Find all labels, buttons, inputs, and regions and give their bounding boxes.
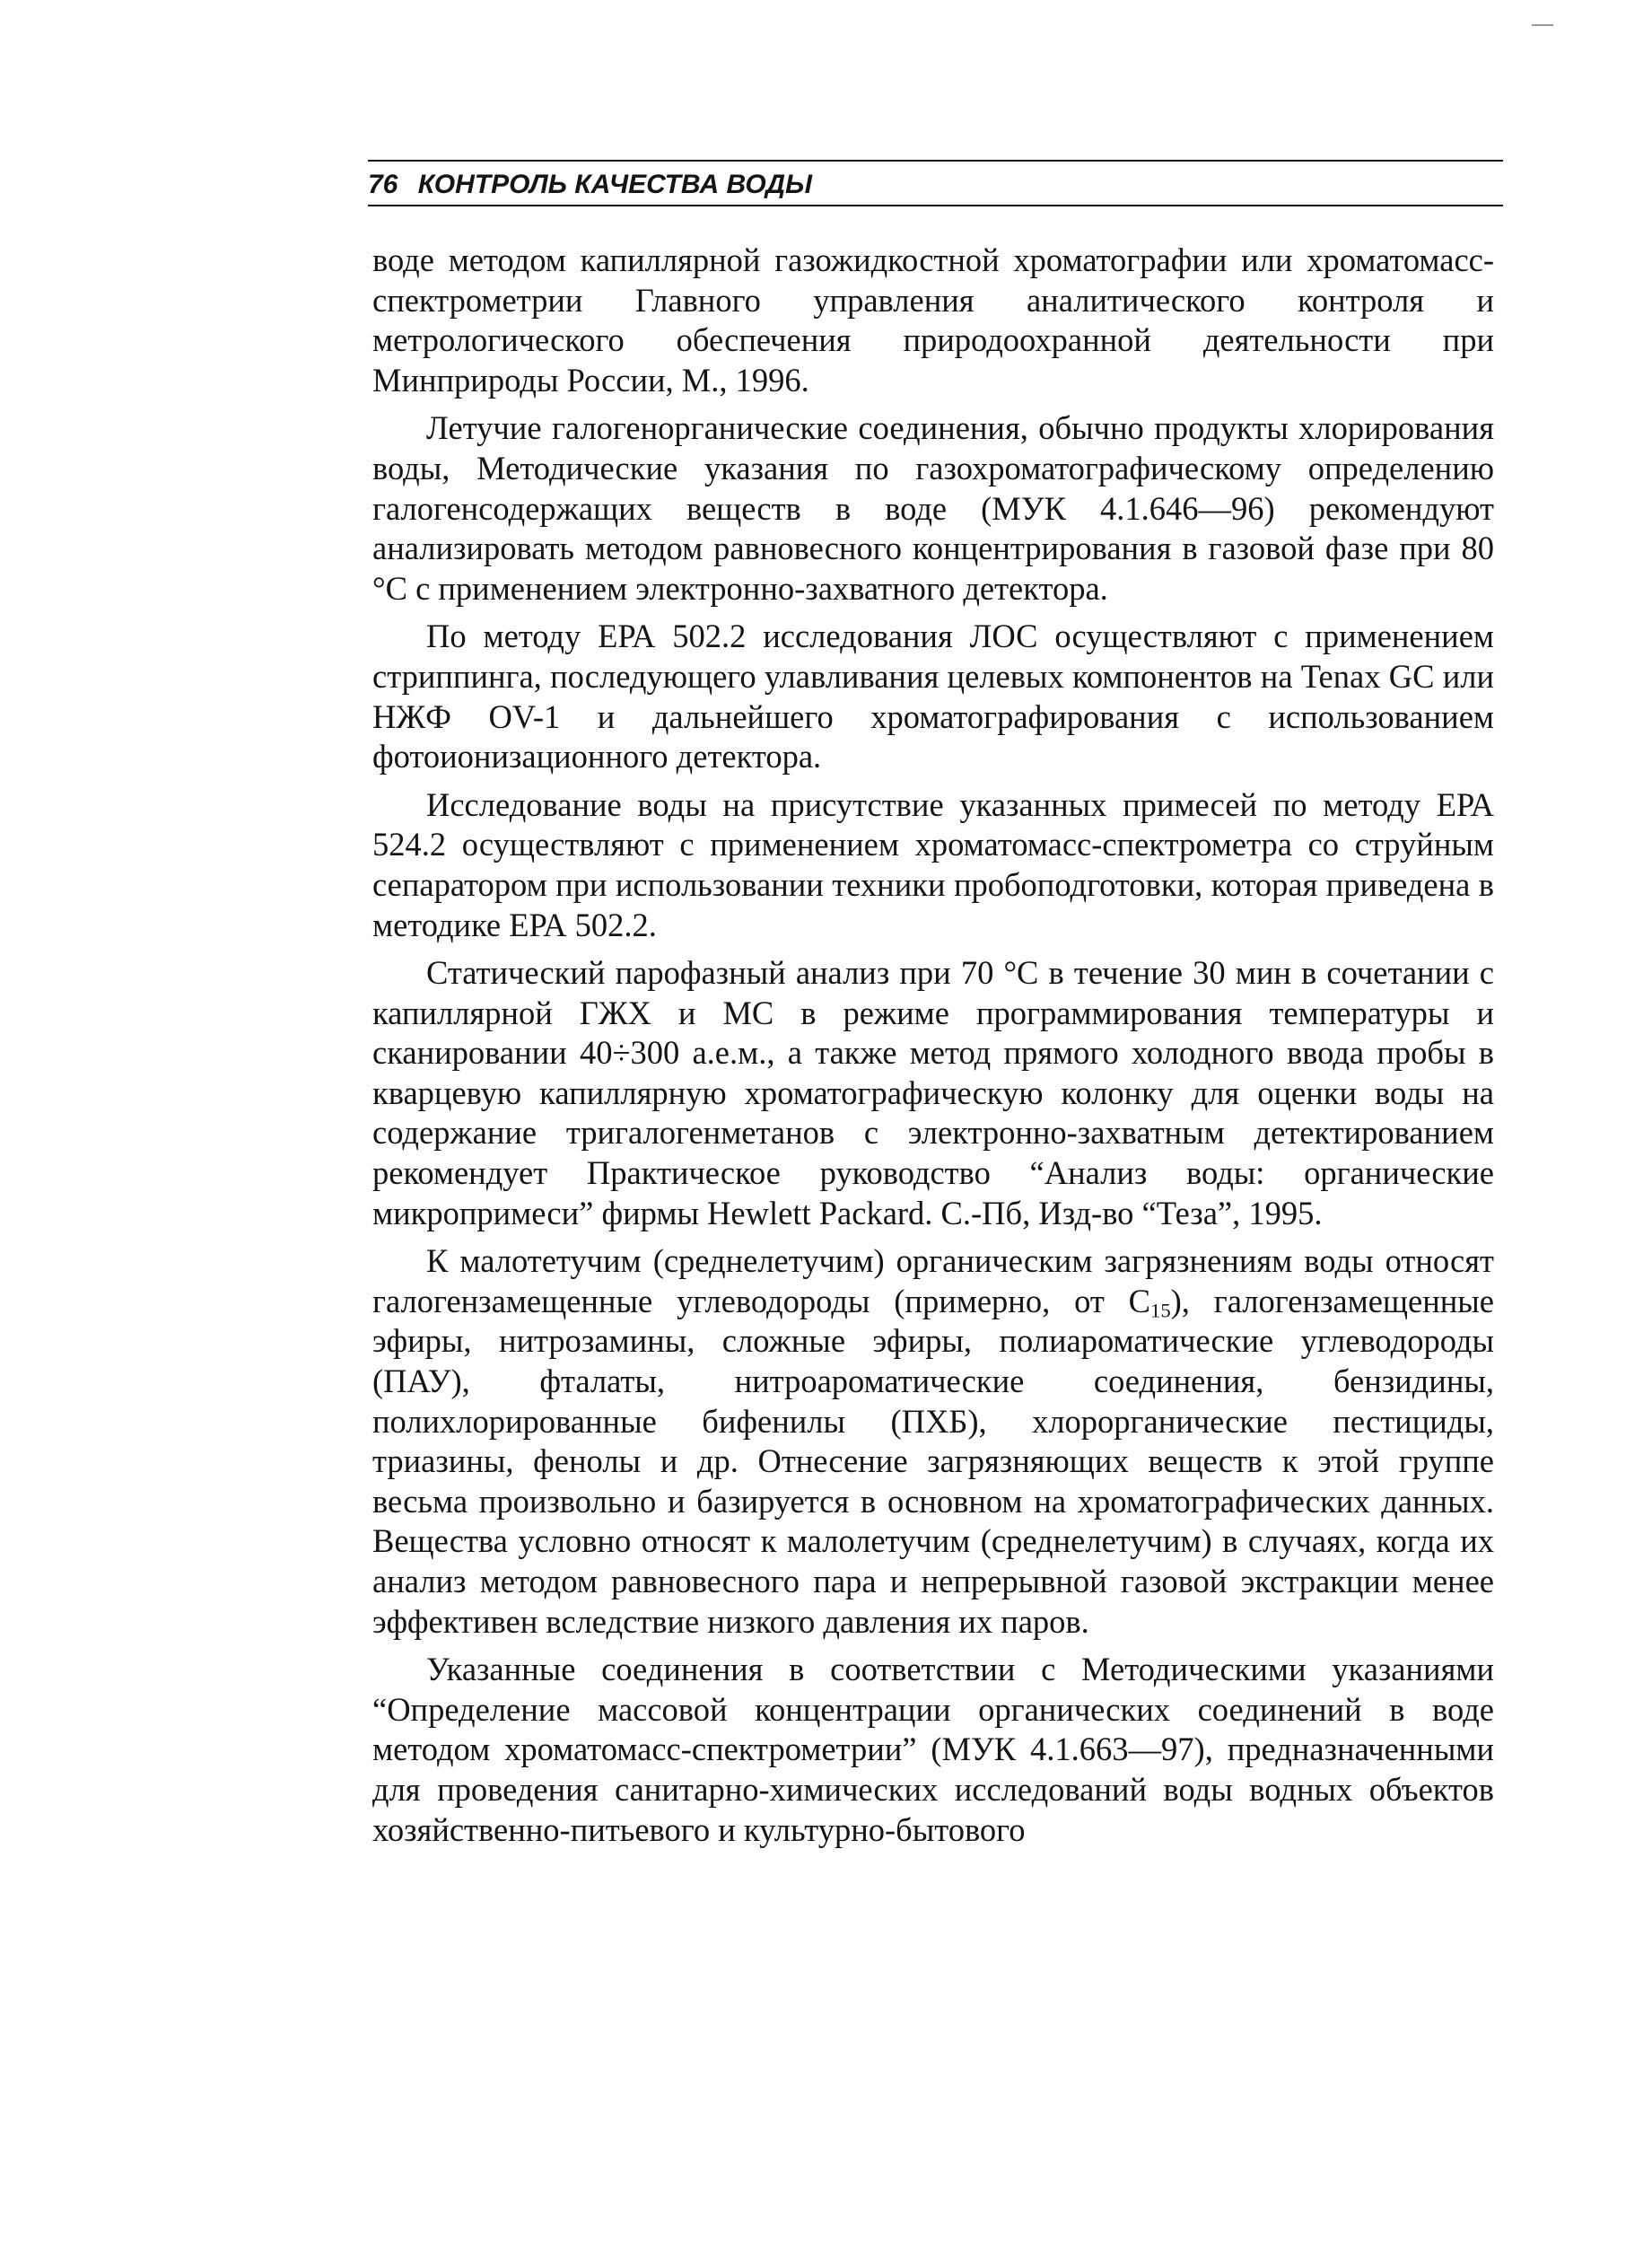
running-title: КОНТРОЛЬ КАЧЕСТВА ВОДЫ — [417, 170, 812, 199]
paragraph-continuation: воде методом капиллярной газожидкостной хроматографии или хроматомасс-спектрометрии Главного управления аналитического контроля и метрологического обеспечения природоохранной деятельности при Минприроды России, М., 1996. — [372, 241, 1494, 399]
paragraph-muk-663: Указанные соединения в соответствии с Методическими указаниями “Определение массовой концентрации органических соединений в воде методом хроматомасс-спектрометрии” (МУК 4.1.663—97), предназначенными для проведения санитарно-химических исследований воды водных объектов хозяйственно-питьевого и культурно-бытового — [372, 1651, 1494, 1848]
paragraph-semivolatile-end: ), галогензамещенные эфиры, нитрозамины, сложные эфиры, полиароматические углеводороды (ПАУ), фталаты, нитроароматические соединения, бензидины, полихлорированные бифенилы (ПХБ), хлорорганические пестициды, триазины, фенолы и др. Отнесение загрязняющих веществ к этой группе весьма произвольно и базируется в основном на хроматографических данных. Вещества условно относят к малолетучим (среднелетучим) в случаях, когда их анализ методом равновесного пара и непрерывной газовой экстракции менее эффективен вследствие низкого давления их паров. — [372, 1282, 1494, 1640]
header-rule-top — [368, 160, 1503, 162]
paragraph-semivolatile-start: К малотетучим (среднелетучим) органическим загрязнениям воды относят галогензамещенные углеводороды (примерно, от C — [372, 1242, 1494, 1319]
scan-corner-mark — [1532, 24, 1553, 26]
paragraph-epa-524: Исследование воды на присутствие указанных примесей по методу ЕРА 524.2 осуществляют с применением хроматомасс-спектрометра со струйным сепаратором при использовании техники пробоподготовки, которая приведена в методике ЕРА 502.2. — [372, 785, 1494, 943]
page-number: 76 — [368, 170, 398, 199]
paragraph-volatile-halogen: Летучие галогенорганические соединения, обычно продукты хлорирования воды, Методические указания по газохроматографическому определению галогенсодержащих веществ в воде (МУК 4.1.646—96) рекомендуют анализировать методом равновесного концентрирования в газовой фазе при 80 °С с применением электронно-захватного детектора. — [372, 409, 1494, 607]
header-rule-bottom — [368, 205, 1503, 206]
carbon-subscript: 15 — [1150, 1299, 1171, 1322]
paragraph-epa-502: По методу ЕРА 502.2 исследования ЛОС осуществляют с применением стриппинга, последующего улавливания целевых компонентов на Tenax GC или НЖФ OV-1 и дальнейшего хроматографирования с использованием фотоионизационного детектора. — [372, 618, 1494, 775]
paragraph-static-headspace: Статический парофазный анализ при 70 °С в течение 30 мин в сочетании с капиллярной ГЖХ и МС в режиме программирования температуры и сканировании 40÷300 а.е.м., а также метод прямого холодного ввода пробы в кварцевую капиллярную хроматографическую колонку для оценки воды на содержание тригалогенметанов с электронно-захватным детектированием рекомендует Практическое руководство “Анализ воды: органические микропримеси” фирмы Hewlett Packard. С.-Пб, Изд-во “Теза”, 1995. — [372, 954, 1494, 1231]
paragraph-semivolatile — [372, 1241, 1494, 1642]
running-header — [368, 169, 1503, 201]
body-text — [372, 241, 1494, 1850]
